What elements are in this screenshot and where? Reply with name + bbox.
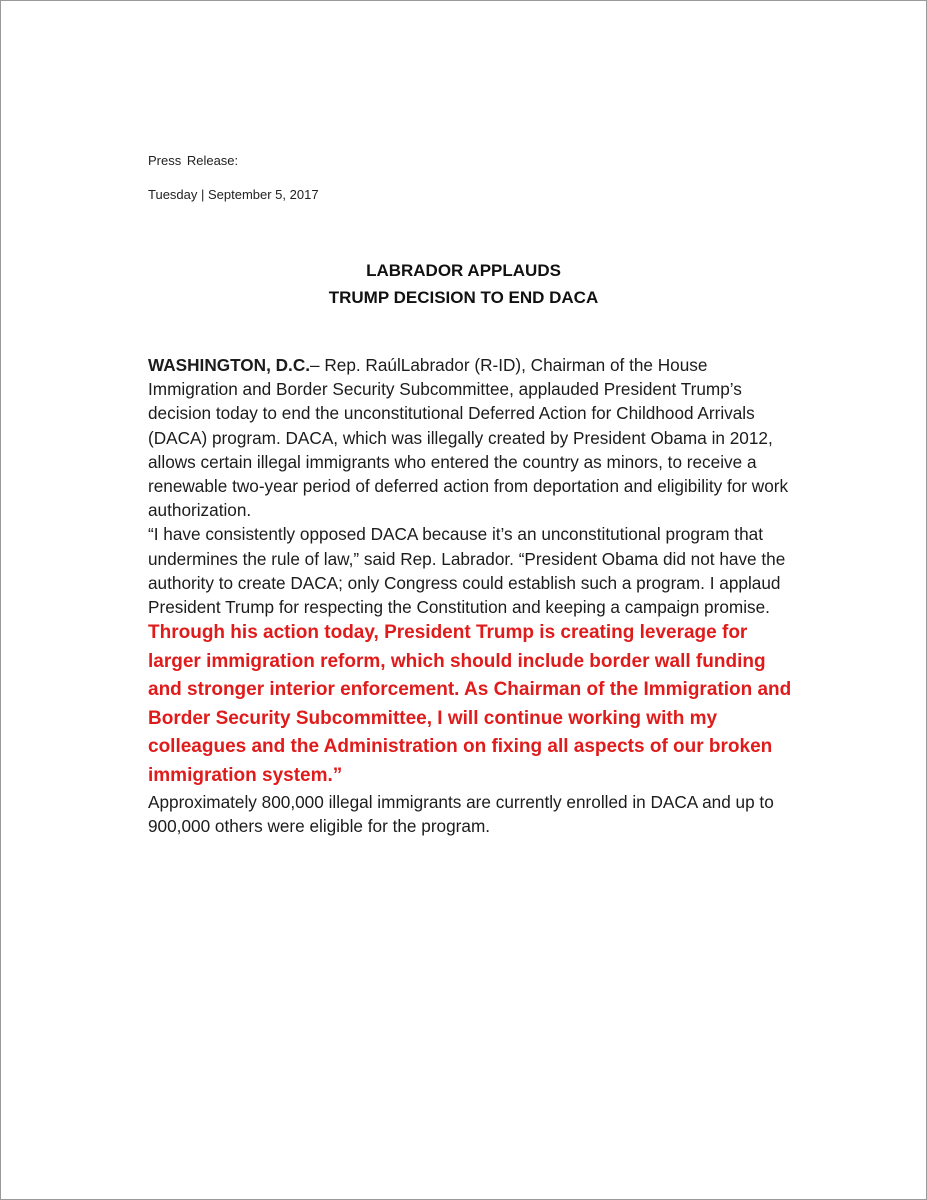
intro-text: – Rep. RaúlLabrador (R-ID), Chairman of the House Immigration and Border Security Subcommittee, applauded President Trump’s decision today to end the unconstitutional Deferred Action for Childhood Arrivals (DACA) program. DACA, which was illegally created by President Obama in 2012, allows certain illegal immigrants who entered the country as minors, to receive a renewable two-year period of deferred action from deportation and eligibility for work authorization. <box>148 355 789 521</box>
headline-line-1: LABRADOR APPLAUDS <box>366 261 561 280</box>
closing-paragraph: Approximately 800,000 illegal immigrants are currently enrolled in DACA and up to 900,000 others were eligible for the program. <box>148 792 774 837</box>
quote-regular-text: “I have consistently opposed DACA because it’s an unconstitutional program that undermines the rule of law,” said Rep. Labrador. “President Obama did not have the authority to create DACA; only Congress could establish such a program. I applaud President Trump for respecting the Constitution and keeping a campaign promise. <box>148 524 786 618</box>
release-label: Press Release: <box>148 153 239 168</box>
dateline: WASHINGTON, D.C. <box>148 355 311 375</box>
release-body <box>148 353 798 839</box>
quote-highlight-text: Through his action today, President Trump is creating leverage for larger immigration reform, which should include border wall funding and stronger interior enforcement. As Chairman of the Immigration and Border Security Subcommittee, I will continue working with my colleagues and the Administration on fixing all aspects of our broken immigration system.” <box>148 622 792 786</box>
headline-line-2: TRUMP DECISION TO END DACA <box>328 288 599 307</box>
intro-paragraph <box>148 353 798 522</box>
quote-paragraph <box>148 522 798 790</box>
release-date: Tuesday | September 5, 2017 <box>148 187 319 202</box>
